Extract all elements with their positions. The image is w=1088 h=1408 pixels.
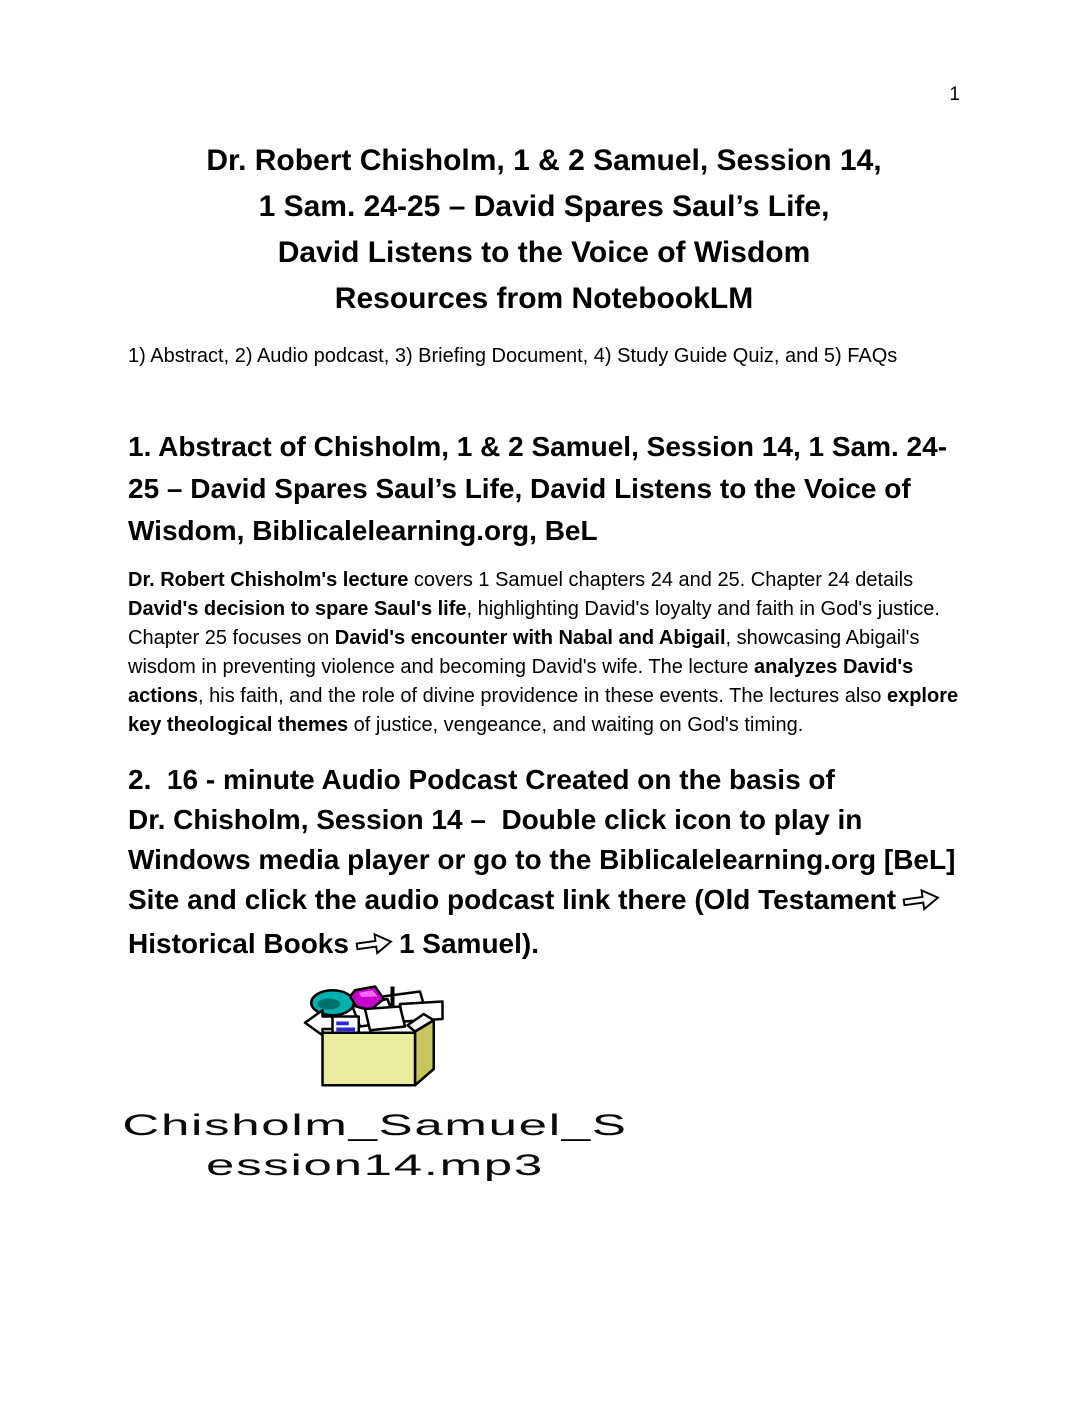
section2-heading-line: Windows media player or go to the Biblicalelearning.org [BeL]	[128, 844, 956, 875]
page-number: 1	[949, 84, 960, 105]
title-line: David Listens to the Voice of Wisdom	[277, 236, 811, 269]
title-line: Resources from NotebookLM	[334, 282, 754, 315]
abstract-bold-run: David's encounter with Nabal and Abigail	[334, 627, 726, 649]
section1-heading-line: 1. Abstract of Chisholm, 1 & 2 Samuel, Session 14, 1 Sam. 24-	[128, 431, 948, 462]
abstract-bold-run: explore key theological themes	[128, 685, 959, 736]
title-line: Dr. Robert Chisholm, 1 & 2 Samuel, Session 14,	[206, 144, 882, 177]
section2-heading-line: Dr. Chisholm, Session 14 – Double click icon to play in	[128, 804, 863, 835]
file-name-line: ession14.mp3	[206, 1149, 544, 1182]
section1-heading	[128, 426, 978, 552]
section2-heading-line	[128, 924, 978, 968]
abstract-bold-run: Dr. Robert Chisholm's lecture	[128, 569, 409, 591]
abstract-text-run: , showcasing Abigail's wisdom in preventing violence and becoming David's wife. The lecture	[128, 627, 920, 678]
section2-heading-text: Historical Books	[128, 928, 349, 959]
abstract-text-run: , highlighting David's loyalty and faith in God's justice. Chapter 25 focuses on	[128, 598, 940, 649]
section2-heading-line	[128, 880, 978, 924]
right-arrow-icon	[902, 884, 940, 924]
section2-heading-line: 2. 16 - minute Audio Podcast Created on the basis of	[128, 764, 835, 795]
title-line: 1 Sam. 24-25 – David Spares Saul’s Life,	[258, 190, 830, 223]
abstract-text-run: of justice, vengeance, and waiting on God's timing.	[348, 714, 804, 736]
section2-heading-text: Site and click the audio podcast link there (Old Testament	[128, 884, 897, 915]
section1-heading-line: 25 – David Spares Saul’s Life, David Listens to the Voice of	[128, 473, 911, 504]
abstract-bold-run: David's decision to spare Saul's life	[128, 598, 467, 620]
right-arrow-icon	[355, 928, 393, 968]
abstract-text-run: , his faith, and the role of divine providence in these events. The lectures also	[198, 685, 887, 707]
media-package-icon[interactable]	[300, 984, 450, 1099]
file-name-line: Chisholm_Samuel_S	[122, 1109, 628, 1142]
resources-list: 1) Abstract, 2) Audio podcast, 3) Briefing Document, 4) Study Guide Quiz, and 5) FAQs	[128, 345, 898, 367]
audio-attachment[interactable]	[120, 984, 630, 1186]
abstract-bold-run: analyzes David's actions	[128, 656, 914, 707]
section2-heading-text: 1 Samuel).	[398, 928, 540, 959]
document-title	[0, 138, 1088, 322]
section2-heading	[128, 760, 978, 968]
abstract-paragraph	[128, 566, 966, 740]
abstract-text-run: covers 1 Samuel chapters 24 and 25. Chapter 24 details	[408, 569, 914, 591]
section1-heading-line: Wisdom, Biblicalelearning.org, BeL	[128, 515, 598, 546]
attachment-file-name[interactable]	[0, 1106, 809, 1186]
